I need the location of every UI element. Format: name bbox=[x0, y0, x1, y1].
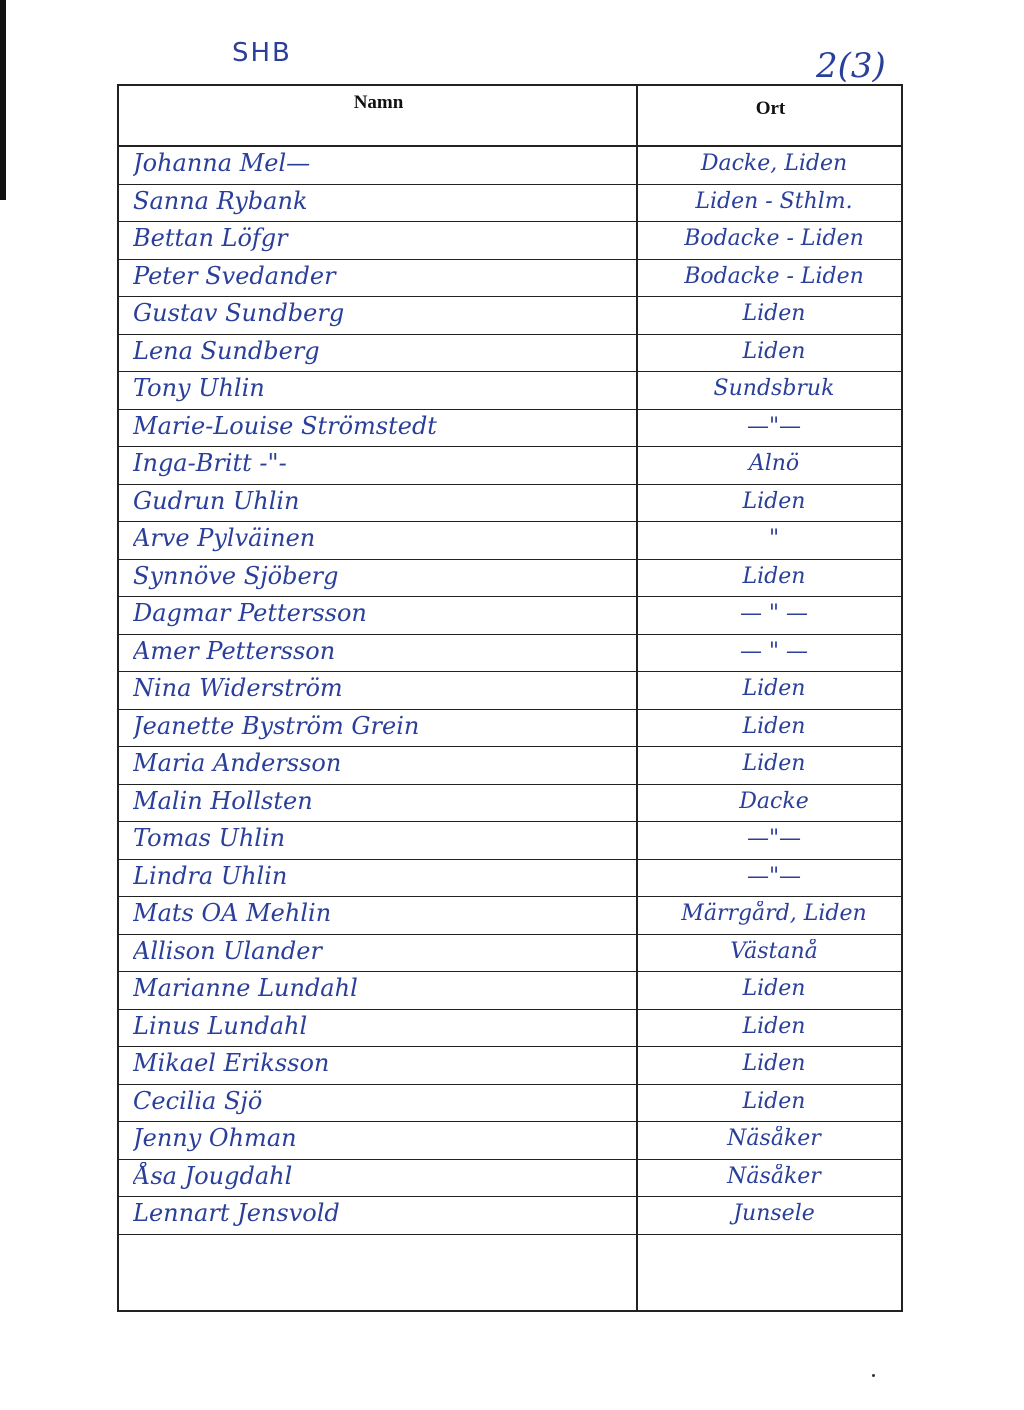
signature-place: Liden bbox=[742, 488, 806, 514]
signature-place: — " — bbox=[739, 638, 809, 664]
table-body bbox=[119, 147, 901, 1272]
table-row bbox=[119, 710, 901, 748]
table-row bbox=[119, 672, 901, 710]
signature-name: Lindra Uhlin bbox=[133, 861, 288, 890]
signature-name: Jenny Ohman bbox=[133, 1124, 297, 1152]
signature-name: Mikael Eriksson bbox=[133, 1049, 330, 1077]
table-row bbox=[119, 935, 901, 973]
table-row bbox=[119, 785, 901, 823]
table-row bbox=[119, 597, 901, 635]
table-row bbox=[119, 1235, 901, 1273]
table-row bbox=[119, 822, 901, 860]
signature-name: Cecilia Sjö bbox=[133, 1086, 263, 1115]
table-row bbox=[119, 410, 901, 448]
signature-place: Liden bbox=[742, 1088, 806, 1114]
signature-place: —"— bbox=[746, 863, 802, 889]
signature-place: Bodacke - Liden bbox=[684, 226, 864, 251]
signature-table bbox=[117, 84, 903, 1312]
signature-name: Jeanette Byström Grein bbox=[133, 711, 420, 740]
signature-name: Dagmar Pettersson bbox=[133, 599, 367, 627]
column-header-place: Ort bbox=[755, 98, 786, 119]
signature-place: " bbox=[768, 526, 780, 551]
signature-place: Liden bbox=[742, 301, 806, 326]
signature-name: Gustav Sundberg bbox=[133, 299, 345, 327]
signature-place: — " — bbox=[739, 601, 809, 626]
signature-place: Näsåker bbox=[727, 1126, 821, 1151]
column-header-name: Namn bbox=[353, 92, 404, 113]
table-row bbox=[119, 185, 901, 223]
signature-place: —"— bbox=[746, 826, 802, 851]
table-row bbox=[119, 1197, 901, 1235]
table-row bbox=[119, 1010, 901, 1048]
signature-name: Synnöve Sjöberg bbox=[133, 561, 339, 590]
table-row bbox=[119, 260, 901, 298]
signature-name: Nina Widerström bbox=[133, 674, 343, 702]
table-row bbox=[119, 447, 901, 485]
table-row bbox=[119, 1160, 901, 1198]
signature-place: Dacke, Liden bbox=[700, 151, 848, 176]
signature-name: Tony Uhlin bbox=[133, 374, 265, 402]
signature-place: Märrgård, Liden bbox=[681, 901, 867, 926]
signature-name: Inga-Britt -"- bbox=[133, 449, 287, 477]
signature-place: Liden bbox=[742, 1013, 806, 1039]
signature-name: Mats OA Mehlin bbox=[133, 899, 332, 927]
table-row bbox=[119, 297, 901, 335]
signature-name: Åsa Jougdahl bbox=[133, 1161, 293, 1190]
signature-name: Marie-Louise Strömstedt bbox=[133, 411, 437, 440]
signature-name: Linus Lundahl bbox=[133, 1011, 308, 1040]
signature-place: Liden bbox=[742, 713, 806, 739]
signature-place: Liden bbox=[742, 976, 806, 1001]
page-number: 2(3) bbox=[816, 46, 886, 86]
signature-name: Amer Pettersson bbox=[133, 636, 336, 665]
table-row bbox=[119, 222, 901, 260]
table-row bbox=[119, 522, 901, 560]
table-row bbox=[119, 1085, 901, 1123]
signature-name: Lennart Jensvold bbox=[133, 1199, 340, 1227]
signature-place: Bodacke - Liden bbox=[684, 263, 864, 289]
signature-place: Liden bbox=[742, 751, 806, 776]
signature-name: Arve Pylväinen bbox=[133, 524, 316, 552]
signature-place: —"— bbox=[746, 413, 802, 439]
table-row bbox=[119, 860, 901, 898]
table-row bbox=[119, 147, 901, 185]
table-row bbox=[119, 372, 901, 410]
table-row bbox=[119, 635, 901, 673]
table-row bbox=[119, 560, 901, 598]
signature-place: Junsele bbox=[733, 1201, 815, 1226]
signature-name: Gudrun Uhlin bbox=[133, 486, 300, 515]
signature-name: Peter Svedander bbox=[133, 261, 336, 290]
signature-name: Sanna Rybank bbox=[133, 186, 308, 215]
table-row bbox=[119, 335, 901, 373]
signature-place: Liden bbox=[742, 563, 806, 589]
signature-name: Johanna Mel— bbox=[133, 149, 311, 177]
signature-name: Tomas Uhlin bbox=[133, 824, 286, 852]
signature-place: Näsåker bbox=[727, 1163, 821, 1189]
signature-name: Lena Sundberg bbox=[133, 336, 320, 365]
scan-speck bbox=[872, 1374, 875, 1377]
signature-place: Liden - Sthlm. bbox=[695, 188, 853, 214]
signature-place: Alnö bbox=[748, 451, 800, 476]
signature-place: Liden bbox=[742, 676, 806, 701]
signature-place: Västanå bbox=[730, 938, 818, 964]
signature-name: Bettan Löfgr bbox=[133, 224, 288, 252]
signature-name: Allison Ulander bbox=[133, 936, 322, 965]
signature-place: Liden bbox=[742, 338, 806, 364]
table-row bbox=[119, 485, 901, 523]
signature-name: Marianne Lundahl bbox=[133, 974, 358, 1002]
signature-place: Liden bbox=[742, 1051, 806, 1076]
table-header bbox=[119, 86, 901, 147]
table-row bbox=[119, 972, 901, 1010]
signature-place: Dacke bbox=[739, 788, 809, 814]
table-row bbox=[119, 1122, 901, 1160]
table-row bbox=[119, 1047, 901, 1085]
signature-name: Maria Andersson bbox=[133, 749, 342, 777]
header-tag: SHB bbox=[232, 38, 292, 68]
scan-edge-mark bbox=[0, 0, 6, 200]
signature-name: Malin Hollsten bbox=[133, 786, 313, 815]
table-row bbox=[119, 747, 901, 785]
signature-place: Sundsbruk bbox=[713, 376, 835, 401]
table-row bbox=[119, 897, 901, 935]
